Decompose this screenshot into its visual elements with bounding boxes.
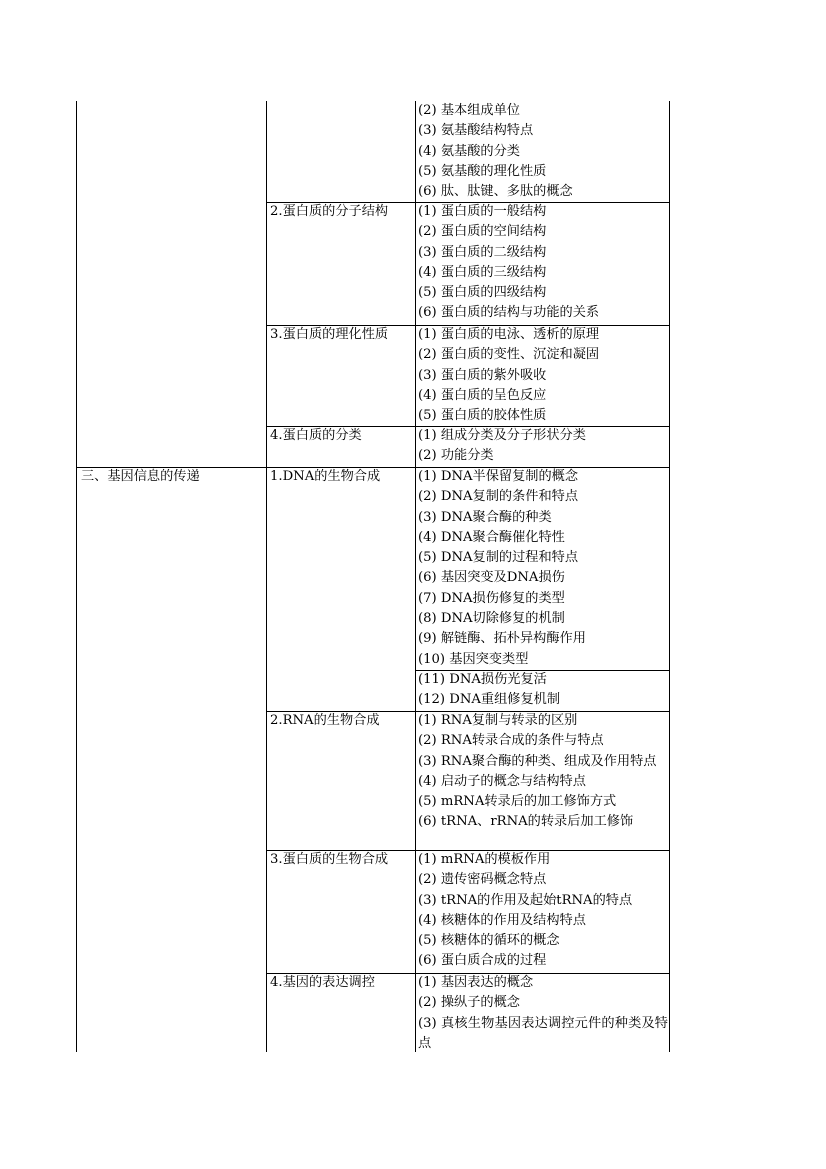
list-item: (5) 蛋白质的胶体性质 — [418, 408, 547, 424]
syllabus-table — [76, 101, 670, 1052]
list-item: (1) 蛋白质的电泳、透析的原理 — [418, 327, 600, 342]
list-item: (1) 组成分类及分子形状分类 — [418, 428, 586, 443]
list-item: (6) 肽、肽键、多肽的概念 — [418, 184, 573, 200]
item-list — [418, 850, 668, 972]
list-item: (4) 氨基酸的分类 — [418, 143, 520, 159]
item-list — [418, 467, 668, 670]
item-list — [418, 670, 668, 711]
list-item: (4) 核糖体的作用及结构特点 — [418, 912, 586, 928]
topic-label: 2.RNA的生物合成 — [270, 713, 380, 728]
topic-label: 3.蛋白质的生物合成 — [270, 852, 389, 867]
topic-label: 2.蛋白质的分子结构 — [270, 204, 389, 219]
list-item: (6) tRNA、rRNA的转录后加工修饰 — [418, 814, 634, 830]
list-item: (2) DNA复制的条件和特点 — [418, 489, 579, 505]
list-item: (2) 操纵子的概念 — [418, 995, 520, 1011]
list-item: (6) 基因突变及DNA损伤 — [418, 570, 565, 586]
list-item: (9) 解链酶、拓朴异构酶作用 — [418, 631, 586, 647]
list-item: (3) 蛋白质的二级结构 — [418, 244, 547, 260]
list-item: (1) DNA半保留复制的概念 — [418, 469, 579, 484]
list-item: (8) DNA切除修复的机制 — [418, 611, 565, 627]
section-title: 三、基因信息的传递 — [81, 469, 200, 484]
list-item: (1) RNA复制与转录的区别 — [418, 713, 578, 728]
list-item: (3) DNA聚合酶的种类 — [418, 509, 552, 525]
list-item: (11) DNA损伤光复活 — [418, 672, 547, 687]
list-item: (2) 功能分类 — [418, 448, 494, 464]
topic-label: 4.蛋白质的分类 — [270, 428, 362, 443]
list-item: (3) 氨基酸结构特点 — [418, 123, 534, 139]
list-item: (3) 真核生物基因表达调控元件的种类及特点 — [418, 1015, 668, 1051]
list-item: (7) DNA损伤修复的类型 — [418, 590, 565, 606]
list-item: (4) DNA聚合酶催化特性 — [418, 529, 565, 545]
list-item: (5) 氨基酸的理化性质 — [418, 163, 547, 179]
item-list — [418, 202, 668, 324]
list-item: (4) 蛋白质的呈色反应 — [418, 387, 547, 403]
list-item: (5) mRNA转录后的加工修饰方式 — [418, 794, 617, 810]
topic-label: 4.基因的表达调控 — [270, 975, 375, 990]
column-section — [77, 101, 267, 1052]
list-item: (5) DNA复制的过程和特点 — [418, 550, 579, 566]
topic-label: 1.DNA的生物合成 — [270, 469, 381, 484]
item-list — [418, 101, 668, 202]
list-item: (5) 蛋白质的四级结构 — [418, 285, 547, 301]
item-list — [418, 973, 668, 1054]
list-item: (3) RNA聚合酶的种类、组成及作用特点 — [418, 753, 657, 769]
list-item: (4) 启动子的概念与结构特点 — [418, 773, 586, 789]
list-item: (2) RNA转录合成的条件与特点 — [418, 733, 604, 749]
list-item: (5) 核糖体的循环的概念 — [418, 933, 560, 949]
list-item: (3) 蛋白质的紫外吸收 — [418, 367, 547, 383]
list-item: (1) mRNA的模板作用 — [418, 852, 551, 867]
list-item: (6) 蛋白质的结构与功能的关系 — [418, 305, 600, 321]
list-item: (12) DNA重组修复机制 — [418, 692, 561, 708]
list-item: (1) 蛋白质的一般结构 — [418, 204, 547, 219]
list-item: (6) 蛋白质合成的过程 — [418, 953, 547, 969]
list-item: (2) 基本组成单位 — [418, 103, 520, 118]
item-list — [418, 325, 668, 426]
item-list — [418, 711, 668, 833]
list-item: (4) 蛋白质的三级结构 — [418, 264, 547, 280]
item-list — [418, 426, 668, 467]
list-item: (2) 蛋白质的空间结构 — [418, 224, 547, 240]
column-topic — [267, 101, 416, 1052]
list-item: (2) 遗传密码概念特点 — [418, 872, 547, 888]
list-item: (1) 基因表达的概念 — [418, 975, 534, 990]
list-item: (3) tRNA的作用及起始tRNA的特点 — [418, 892, 633, 908]
list-item: (2) 蛋白质的变性、沉淀和凝固 — [418, 347, 600, 363]
list-item: (10) 基因突变类型 — [418, 651, 529, 667]
topic-label: 3.蛋白质的理化性质 — [270, 327, 389, 342]
